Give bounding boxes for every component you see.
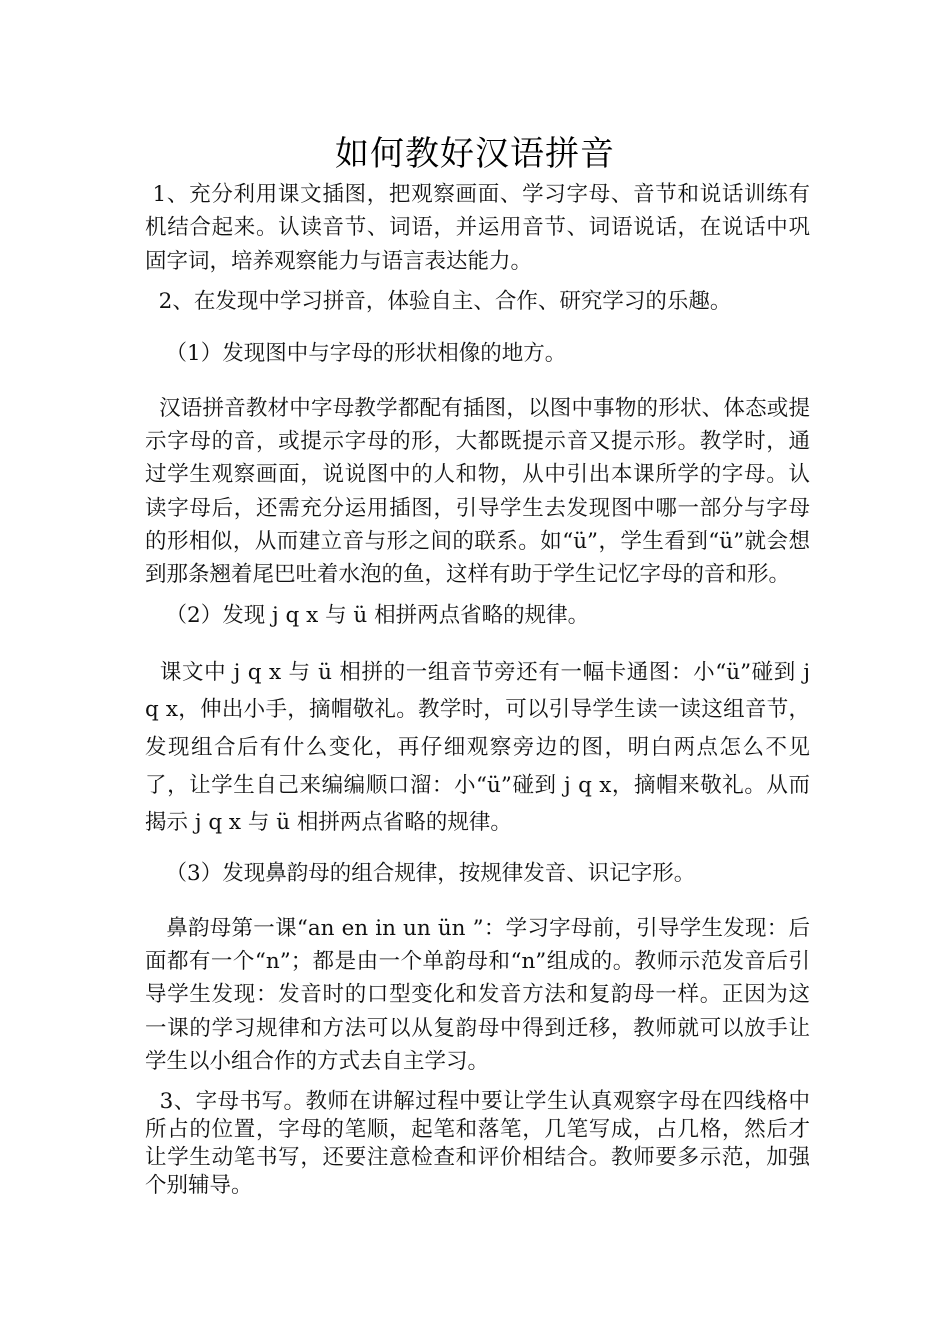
paragraph-8: 鼻韵母第一课“an en in un ün ”：学习字母前，引导学生发现：后面都有一个“n”；都是由一个单韵母和“n”组成的。教师示范发音后引导学生发现：发音时的口型变化和发音方法和复韵母一样。正因为这一课的学习规律和方法可以从复韵母中得到迁移，教师就可以放手让学生以小组合作的方式去自主学习。 <box>145 915 810 1074</box>
paragraph-6: 课文中 j q x 与 ü 相拼的一组音节旁还有一幅卡通图：小“ü”碰到 j q x，伸出小手，摘帽敬礼。教学时，可以引导学生读一读这组音节，发现组合后有什么变化，再仔细观察旁边的图，明白两点怎么不见了，让学生自己来编编顺口溜：小“ü”碰到 j q x，摘帽来敬礼。从而揭示 j q x 与 ü 相拼两点省略的规律。 <box>145 659 817 836</box>
document-title: 如何教好汉语拼音 <box>335 134 615 174</box>
document-body <box>145 178 817 1200</box>
paragraph-5: （2）发现 j q x 与 ü 相拼两点省略的规律。 <box>145 602 590 628</box>
paragraph-4: 汉语拼音教材中字母教学都配有插图，以图中事物的形状、体态或提示字母的音，或提示字母的形，大都既提示音又提示形。教学时，通过学生观察画面，说说图中的人和物，从中引出本课所学的字母。认读字母后，还需充分运用插图，引导学生去发现图中哪一部分与字母的形相似，从而建立音与形之间的联系。如“ü”，学生看到“ü”就会想到那条翘着尾巴吐着水泡的鱼，这样有助于学生记忆字母的音和形。 <box>145 395 810 588</box>
paragraph-3: （1）发现图中与字母的形状相像的地方。 <box>145 340 567 366</box>
paragraph-7: （3）发现鼻韵母的组合规律，按规律发音、识记字形。 <box>145 860 696 886</box>
paragraph-2: 2、在发现中学习拼音，体验自主、合作、研究学习的乐趣。 <box>145 288 732 314</box>
paragraph-1: 1、充分利用课文插图，把观察画面、学习字母、音节和说话训练有机结合起来。认读音节、词语，并运用音节、词语说话，在说话中巩固字词，培养观察能力与语言表达能力。 <box>145 182 810 274</box>
paragraph-9: 3、字母书写。教师在讲解过程中要让学生认真观察字母在四线格中所占的位置，字母的笔顺，起笔和落笔，几笔写成，占几格，然后才让学生动笔书写，还要注意检查和评价相结合。教师要多示范，加强个别辅导。 <box>145 1089 811 1199</box>
